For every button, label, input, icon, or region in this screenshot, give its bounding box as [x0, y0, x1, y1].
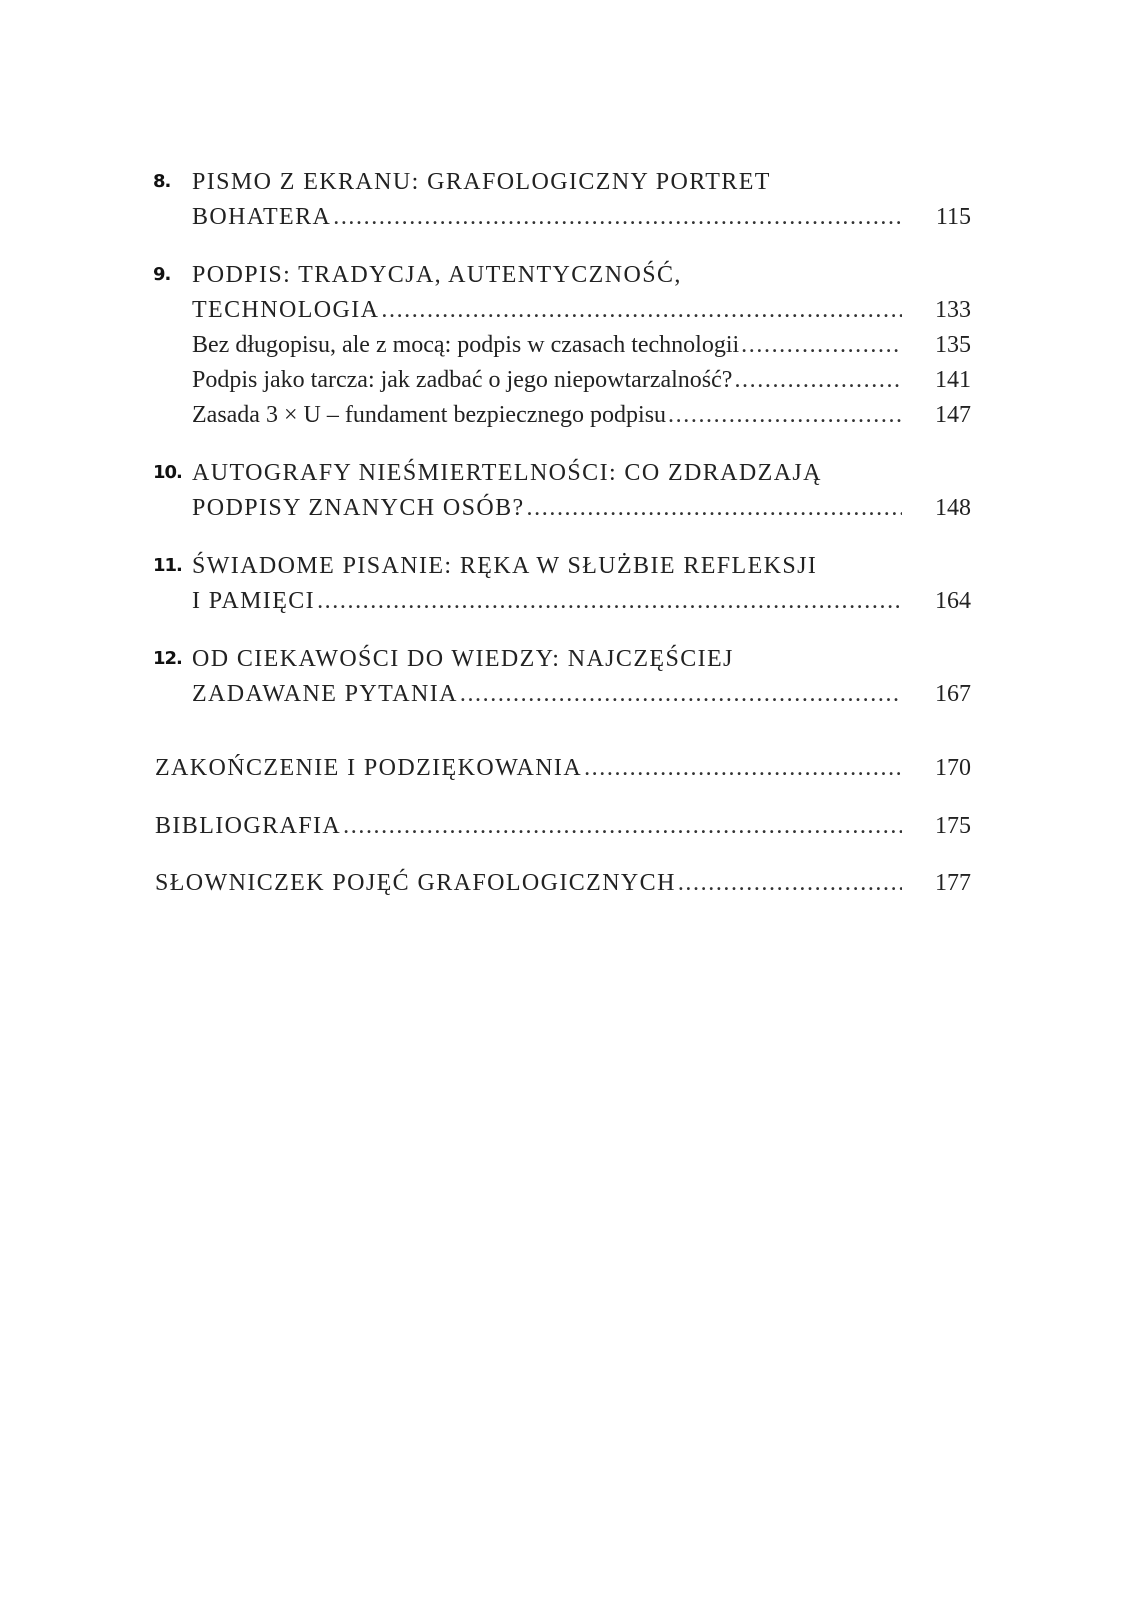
- dot-leader: [734, 362, 902, 398]
- subsection-entry[interactable]: Podpis jako tarcza: jak zadbać o jego niepowtarzalność? . . .: [192, 362, 906, 398]
- page-number: 177: [935, 870, 971, 896]
- page-number: 164: [935, 588, 971, 614]
- chapter-title-line-2[interactable]: PODPISY ZNANYCH OSÓB? . . .: [192, 490, 906, 526]
- page-number: 147: [935, 402, 971, 428]
- chapter-number: 9.: [153, 264, 171, 285]
- dot-leader: [741, 327, 902, 363]
- dot-leader: [381, 292, 902, 328]
- back-matter-entry[interactable]: BIBLIOGRAFIA . . .: [155, 808, 906, 844]
- chapter-title-line-1: ŚWIADOME PISANIE: RĘKA W SŁUŻBIE REFLEKSJI: [192, 553, 818, 579]
- chapter-number: 12.: [153, 648, 182, 669]
- dot-leader: [678, 865, 902, 901]
- chapter-title-line-1: AUTOGRAFY NIEŚMIERTELNOŚCI: CO ZDRADZAJĄ: [192, 460, 822, 486]
- chapter-title-line-2[interactable]: BOHATERA . . .: [192, 199, 906, 235]
- back-matter-entry[interactable]: ZAKOŃCZENIE I PODZIĘKOWANIA . . .: [155, 750, 906, 786]
- back-matter-entry[interactable]: SŁOWNICZEK POJĘĆ GRAFOLOGICZNYCH . . .: [155, 865, 906, 901]
- dot-leader: [343, 808, 902, 844]
- page-number: 141: [935, 367, 971, 393]
- dot-leader: [460, 676, 902, 712]
- chapter-title-line-2[interactable]: ZADAWANE PYTANIA . . .: [192, 676, 906, 712]
- page-number: 115: [935, 204, 971, 230]
- chapter-number: 10.: [153, 462, 182, 483]
- dot-leader: [333, 199, 902, 235]
- chapter-number: 11.: [153, 555, 182, 576]
- dot-leader: [584, 750, 902, 786]
- page-number: 167: [935, 681, 971, 707]
- chapter-title-line-1: PISMO Z EKRANU: GRAFOLOGICZNY PORTRET: [192, 169, 771, 195]
- subsection-entry[interactable]: Bez długopisu, ale z mocą: podpis w czasach technologii . . .: [192, 327, 906, 363]
- chapter-number: 8.: [153, 171, 171, 192]
- dot-leader: [317, 583, 902, 619]
- dot-leader: [668, 397, 902, 433]
- page-number: 135: [935, 332, 971, 358]
- chapter-title-line-1: OD CIEKAWOŚCI DO WIEDZY: NAJCZĘŚCIEJ: [192, 646, 734, 672]
- dot-leader: [527, 490, 902, 526]
- page-number: 175: [935, 813, 971, 839]
- chapter-title-line-1: PODPIS: TRADYCJA, AUTENTYCZNOŚĆ,: [192, 262, 682, 288]
- chapter-title-line-2[interactable]: TECHNOLOGIA . . .: [192, 292, 906, 328]
- page-number: 133: [935, 297, 971, 323]
- page-number: 148: [935, 495, 971, 521]
- subsection-entry[interactable]: Zasada 3 × U – fundament bezpiecznego podpisu . . .: [192, 397, 906, 433]
- page-number: 170: [935, 755, 971, 781]
- chapter-title-line-2[interactable]: I PAMIĘCI . . .: [192, 583, 906, 619]
